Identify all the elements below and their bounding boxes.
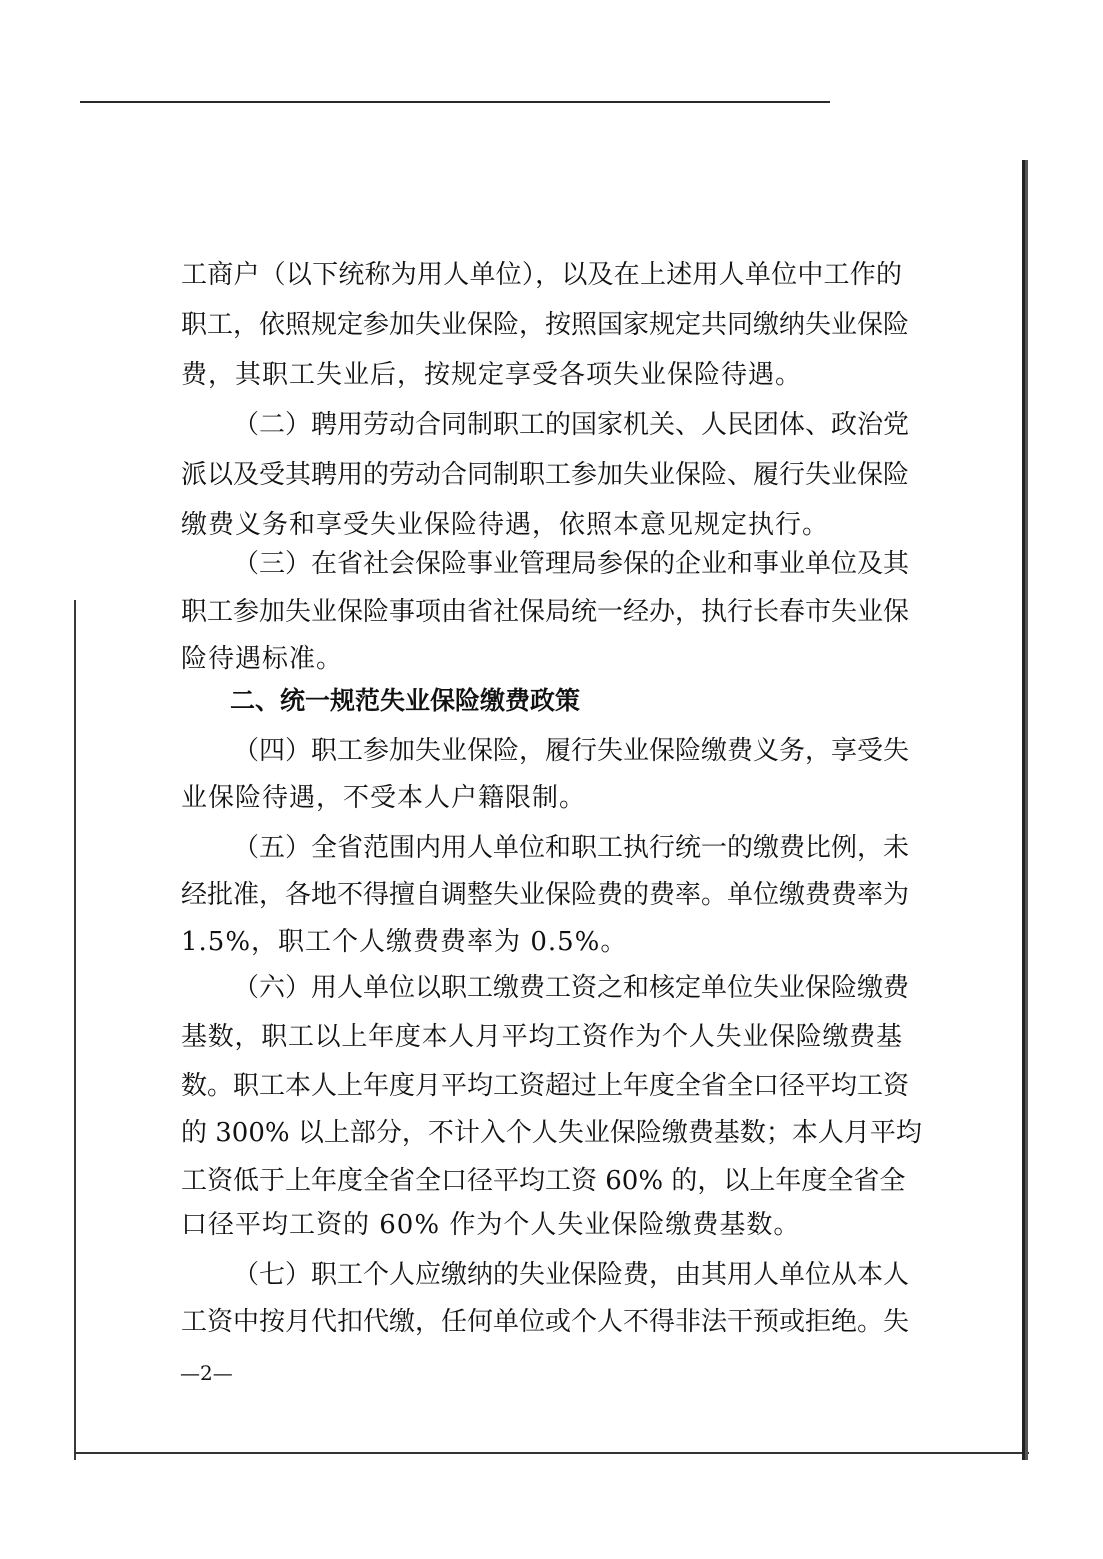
text-line: 派以及受其聘用的劳动合同制职工参加失业保险、履行失业保险 <box>181 460 910 490</box>
paragraph-start-line: （三）在省社会保险事业管理局参保的企业和事业单位及其 <box>233 549 910 579</box>
text-line: 工资中按月代扣代缴，任何单位或个人不得非法干预或拒绝。失 <box>181 1307 910 1337</box>
paragraph-start-line: （六）用人单位以职工缴费工资之和核定单位失业保险缴费 <box>233 973 910 1003</box>
text-line: 基数，职工以上年度本人月平均工资作为个人失业保险缴费基 <box>181 1022 902 1052</box>
scan-bottom-rule <box>74 1452 1029 1454</box>
section-heading: 二、统一规范失业保险缴费政策 <box>230 686 581 715</box>
text-line: 工商户（以下统称为用人单位），以及在上述用人单位中工作的 <box>181 260 902 290</box>
text-line: 数。职工本人上年度月平均工资超过上年度全省全口径平均工资 <box>181 1071 910 1101</box>
text-line: 业保险待遇，不受本人户籍限制。 <box>181 783 587 813</box>
text-line: 1.5%，职工个人缴费费率为 0.5%。 <box>181 927 628 957</box>
scan-left-edge <box>74 600 76 1460</box>
text-line: 职工，依照规定参加失业保险，按照国家规定共同缴纳失业保险 <box>181 310 910 340</box>
text-line: 的 300% 以上部分，不计入个人失业保险缴费基数；本人月平均 <box>181 1118 922 1148</box>
text-line: 职工参加失业保险事项由省社保局统一经办，执行长春市失业保 <box>181 597 910 627</box>
paragraph-start-line: （二）聘用劳动合同制职工的国家机关、人民团体、政治党 <box>233 410 910 440</box>
scan-top-rule <box>80 101 830 103</box>
text-line: 口径平均工资的 60% 作为个人失业保险缴费基数。 <box>181 1210 801 1240</box>
scan-right-edge <box>1022 160 1028 1460</box>
text-line: 工资低于上年度全省全口径平均工资 60% 的，以上年度全省全 <box>181 1166 906 1196</box>
paragraph-start-line: （七）职工个人应缴纳的失业保险费，由其用人单位从本人 <box>233 1260 910 1290</box>
paragraph-start-line: （五）全省范围内用人单位和职工执行统一的缴费比例，未 <box>233 833 910 863</box>
text-line: 费，其职工失业后，按规定享受各项失业保险待遇。 <box>181 360 803 390</box>
text-line: 缴费义务和享受失业保险待遇，依照本意见规定执行。 <box>181 510 830 540</box>
paragraph-start-line: （四）职工参加失业保险，履行失业保险缴费义务，享受失 <box>233 736 910 766</box>
page-number: —2— <box>180 1361 233 1385</box>
text-line: 险待遇标准。 <box>181 644 344 674</box>
text-line: 经批准，各地不得擅自调整失业保险费的费率。单位缴费费率为 <box>181 880 910 910</box>
